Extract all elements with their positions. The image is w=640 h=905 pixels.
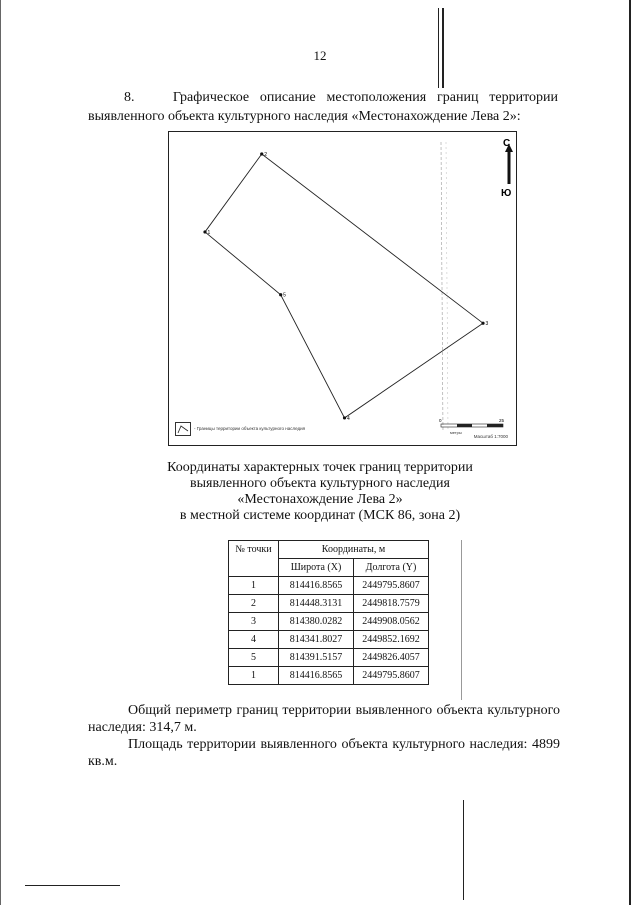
caption-line: «Местонахождение Лева 2» [237,492,403,507]
perimeter-paragraph [88,702,560,736]
boundary-point-3 [481,322,484,325]
scale-tick-25: 25 [499,418,505,423]
south-label: Ю [501,188,512,199]
table-row [229,649,429,667]
north-arrow-icon [505,144,513,184]
cell-point: 2 [229,595,279,613]
scan-artifact-line [0,0,1,905]
cell-point: 1 [229,667,279,685]
section-text: Графическое описание местоположения границ территории выявленного объекта культурного наследия «Местонахождение Лева 2»: [88,90,558,124]
header-lat: Широта (X) [279,559,354,577]
scale-unit: метры [450,430,462,435]
table-row [229,577,429,595]
cell-point: 3 [229,613,279,631]
table-row [229,667,429,685]
cell-lon: 2449852.1692 [354,631,429,649]
header-point: № точки [229,541,279,577]
table-header-row [229,541,429,559]
boundary-map [168,131,517,446]
boundary-point-label-3: 3 [485,321,489,328]
legend-text: - Границы территории объекта культурного наследия [194,426,306,431]
table-row [229,595,429,613]
page-number: 12 [313,48,327,63]
caption-line: Координаты характерных точек границ территории [167,460,473,475]
boundary-point-label-1: 1 [207,229,211,236]
cell-lat: 814391.5157 [279,649,354,667]
perimeter-text: Общий периметр границ территории выявленного объекта культурного наследия: 314,7 м. [88,703,560,735]
cell-lat: 814341.8027 [279,631,354,649]
cell-lon: 2449795.8607 [354,577,429,595]
scale-tick-0: 0 [439,418,442,423]
cell-lat: 814416.8565 [279,577,354,595]
cell-lat: 814380.0282 [279,613,354,631]
boundary-point-2 [260,152,263,155]
section-heading [88,88,558,126]
area-text: Площадь территории выявленного объекта культурного наследия: 4899 кв.м. [88,737,560,769]
coordinates-table [228,540,429,685]
scan-artifact-line [461,540,462,700]
table-row [229,631,429,649]
scan-artifact-line [441,142,443,432]
cell-point: 4 [229,631,279,649]
caption-line: в местной системе координат (МСК 86, зона 2) [179,508,461,523]
legend-swatch-icon [175,422,191,436]
boundary-point-label-4: 4 [347,415,350,422]
map-canvas [169,132,516,445]
scale-bar [441,424,503,427]
cell-lon: 2449795.8607 [354,667,429,685]
cell-lat: 814448.3131 [279,595,354,613]
cell-lat: 814416.8565 [279,667,354,685]
scan-artifact-line [25,885,120,886]
area-paragraph [88,736,560,770]
cell-lon: 2449826.4057 [354,649,429,667]
scan-artifact-line [629,0,631,905]
section-number: 8. [124,90,135,105]
boundary-point-label-5: 5 [283,292,286,299]
cell-lon: 2449818.7579 [354,595,429,613]
table-row [229,613,429,631]
scale-text: Масштаб 1:7000 [473,434,508,439]
scan-artifact-line [446,142,448,432]
cell-point: 5 [229,649,279,667]
header-lon: Долгота (Y) [354,559,429,577]
cell-lon: 2449908.0562 [354,613,429,631]
boundary-point-1 [203,230,206,233]
map-legend [175,419,345,439]
coordinates-caption [0,460,640,524]
north-label: С [503,138,511,149]
caption-line: выявленного объекта культурного наследия [190,476,450,491]
header-coords: Координаты, м [279,541,429,559]
boundary-point-5 [279,293,282,296]
scan-artifact-line [438,8,439,88]
scan-artifact-line [442,8,444,88]
cell-point: 1 [229,577,279,595]
boundary-point-label-2: 2 [264,152,268,158]
boundary-points [203,152,488,422]
scan-artifact-line [463,800,464,900]
